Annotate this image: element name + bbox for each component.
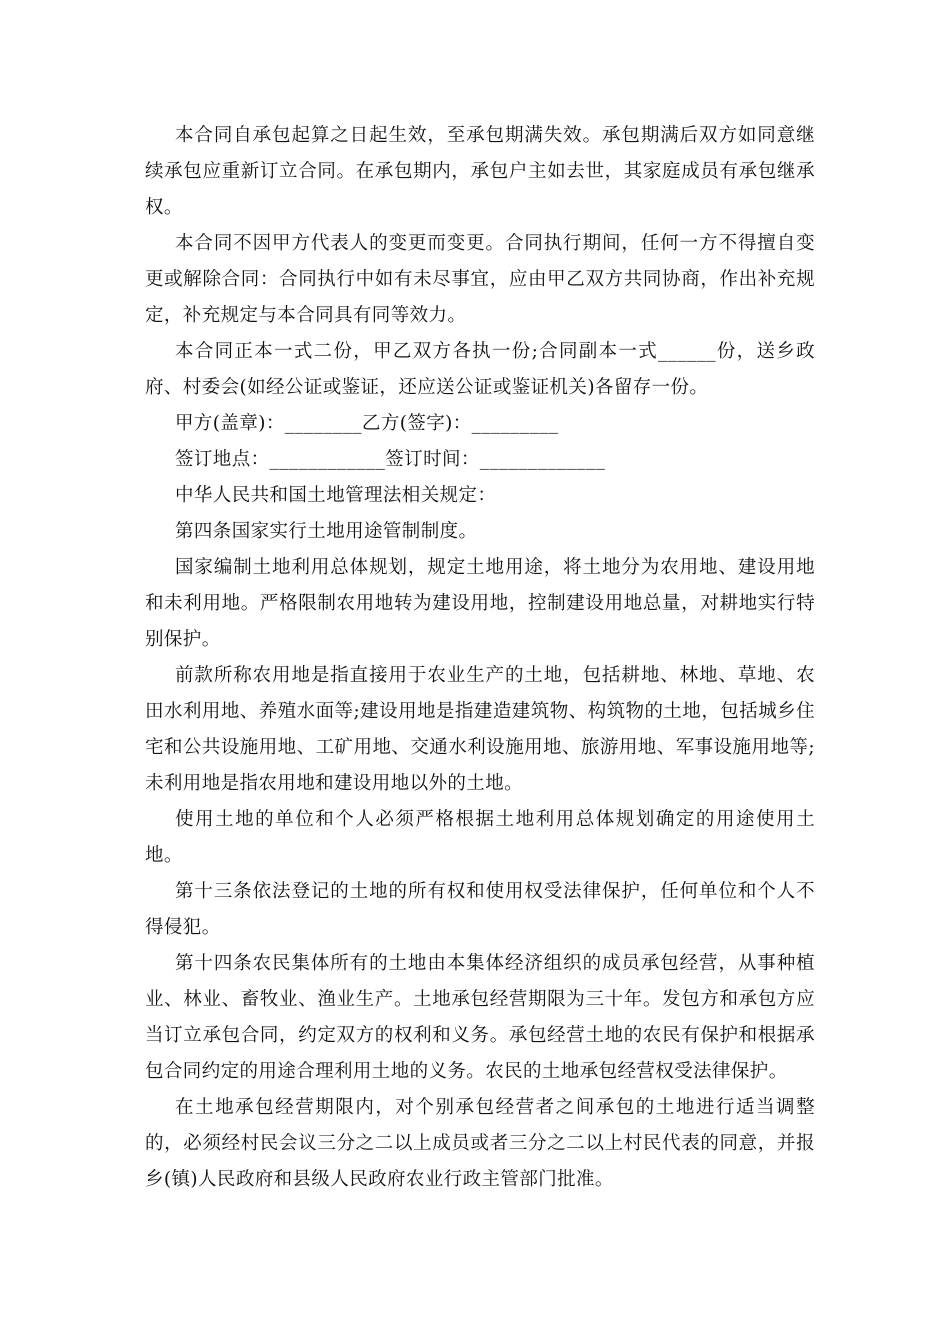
signature-line-parties: 甲方(盖章)：________乙方(签字)：_________ bbox=[175, 413, 559, 434]
article-4-title: 第四条国家实行土地用途管制制度。 bbox=[175, 521, 478, 542]
document-body bbox=[145, 118, 815, 1198]
law-heading: 中华人民共和国土地管理法相关规定： bbox=[175, 485, 497, 506]
paragraph-contract-copies: 本合同正本一式二份，甲乙双方各执一份;合同副本一式______份，送乡政府、村委会(如经公证或鉴证，还应送公证或鉴证机关)各留存一份。 bbox=[145, 341, 815, 398]
article-4-paragraph-2: 前款所称农用地是指直接用于农业生产的土地，包括耕地、林地、草地、农田水利用地、养殖水面等;建设用地是指建造建筑物、构筑物的土地，包括城乡住宅和公共设施用地、工矿用地、交通水利设施用地、旅游用地、军事设施用地等;未利用地是指农用地和建设用地以外的土地。 bbox=[145, 665, 815, 794]
article-14-paragraph-1: 第十四条农民集体所有的土地由本集体经济组织的成员承包经营，从事种植业、林业、畜牧业、渔业生产。土地承包经营期限为三十年。发包方和承包方应当订立承包合同，约定双方的权利和义务。承包经营土地的农民有保护和根据承包合同约定的用途合理利用土地的义务。农民的土地承包经营权受法律保护。 bbox=[145, 953, 815, 1082]
paragraph-contract-effect: 本合同自承包起算之日起生效，至承包期满失效。承包期满后双方如同意继续承包应重新订立合同。在承包期内，承包户主如去世，其家庭成员有承包继承权。 bbox=[145, 125, 815, 218]
signature-line-place-time: 签订地点：____________签订时间：_____________ bbox=[175, 449, 606, 470]
article-14-paragraph-2: 在土地承包经营期限内，对个别承包经营者之间承包的土地进行适当调整的，必须经村民会议三分之二以上成员或者三分之二以上村民代表的同意，并报乡(镇)人民政府和县级人民政府农业行政主管部门批准。 bbox=[145, 1097, 815, 1190]
article-13: 第十三条依法登记的土地的所有权和使用权受法律保护，任何单位和个人不得侵犯。 bbox=[145, 881, 815, 938]
article-4-paragraph-3: 使用土地的单位和个人必须严格根据土地利用总体规划确定的用途使用土地。 bbox=[145, 809, 815, 866]
paragraph-contract-change: 本合同不因甲方代表人的变更而变更。合同执行期间，任何一方不得擅自变更或解除合同：合同执行中如有未尽事宜，应由甲乙双方共同协商，作出补充规定，补充规定与本合同具有同等效力。 bbox=[145, 233, 815, 326]
article-4-paragraph-1: 国家编制土地利用总体规划，规定土地用途，将土地分为农用地、建设用地和未利用地。严格限制农用地转为建设用地，控制建设用地总量，对耕地实行特别保护。 bbox=[145, 557, 815, 650]
